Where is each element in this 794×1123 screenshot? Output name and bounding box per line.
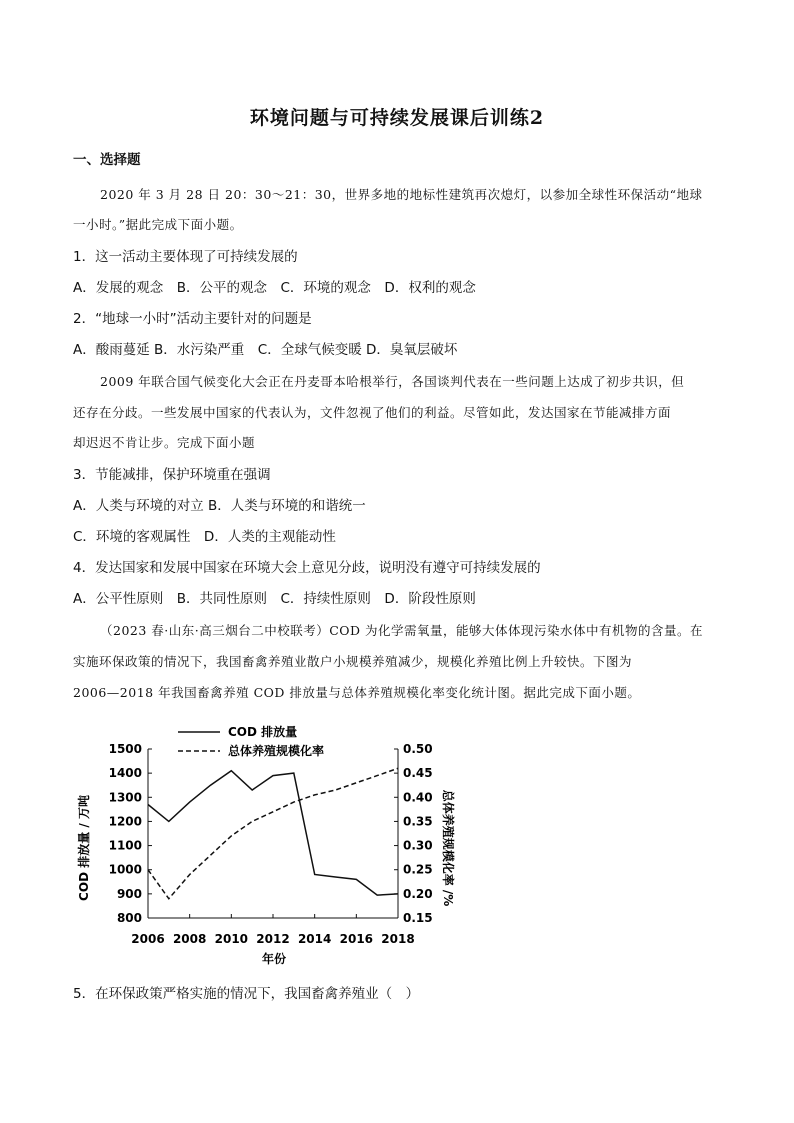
y-left-tick-label: 1200 bbox=[108, 814, 142, 829]
chart-series bbox=[148, 768, 398, 898]
x-tick-label: 2016 bbox=[339, 932, 374, 946]
question-1-options: A．发展的观念 B．公平的观念 C．环境的观念 D．权利的观念 bbox=[73, 280, 476, 296]
chart-legend bbox=[178, 724, 324, 758]
question-4-options: A．公平性原则 B．共同性原则 C．持续性原则 D．阶段性原则 bbox=[73, 591, 476, 607]
y-left-tick-label: 1300 bbox=[108, 790, 142, 805]
passage-line: 2009 年联合国气候变化大会正在丹麦哥本哈根举行，各国谈判代表在一些问题上达成了初步共识，但 bbox=[100, 374, 685, 389]
y-axis-right-label: 总体养殖规模化率 /% bbox=[441, 789, 455, 907]
legend-label: COD 排放量 bbox=[228, 725, 298, 739]
question-5: 5．在环保政策严格实施的情况下，我国畜禽养殖业（ ） bbox=[73, 986, 420, 1002]
y-left-tick-label: 1100 bbox=[108, 838, 142, 853]
y-right-tick-label: 0.35 bbox=[403, 814, 433, 829]
passage-line: 一小时。”据此完成下面小题。 bbox=[73, 217, 243, 232]
document-title: 环境问题与可持续发展课后训练2 bbox=[249, 107, 545, 129]
y-right-tick-label: 0.20 bbox=[403, 886, 433, 901]
y-right-tick-label: 0.15 bbox=[403, 911, 433, 925]
question-3: 3．节能减排，保护环境重在强调 bbox=[73, 467, 271, 483]
question-3-options: C．环境的客观属性 D．人类的主观能动性 bbox=[73, 529, 336, 545]
chart-axes bbox=[148, 749, 398, 918]
y-left-tick-label: 1000 bbox=[108, 862, 142, 877]
question-2: 2．“地球一小时”活动主要针对的问题是 bbox=[73, 311, 312, 327]
passage-line: （2023 春·山东·高三烟台二中校联考）COD 为化学需氧量，能够大体体现污染水体中有机物的含量。在 bbox=[100, 623, 704, 638]
y-right-tick-label: 0.25 bbox=[403, 862, 433, 877]
passage-line: 实施环保政策的情况下，我国畜禽养殖业散户小规模养殖减少，规模化养殖比例上升较快。下图为 bbox=[73, 654, 633, 669]
y-left-tick-label: 1400 bbox=[108, 766, 142, 781]
x-tick-label: 2018 bbox=[381, 932, 415, 946]
passage-line: 还存在分歧。一些发展中国家的代表认为，文件忽视了他们的利益。尽管如此，发达国家在节能减排方面 bbox=[73, 405, 672, 420]
y-right-tick-label: 0.45 bbox=[403, 766, 433, 781]
question-1: 1．这一活动主要体现了可持续发展的 bbox=[73, 249, 298, 265]
question-3-options: A．人类与环境的对立 B．人类与环境的和谐统一 bbox=[73, 498, 366, 514]
x-tick-label: 2010 bbox=[214, 932, 249, 946]
legend-label: 总体养殖规模化率 bbox=[228, 744, 325, 758]
y-left-tick-label: 1500 bbox=[108, 742, 142, 756]
x-tick-label: 2012 bbox=[256, 932, 290, 946]
x-axis-label: 年份 bbox=[261, 952, 287, 966]
question-4: 4．发达国家和发展中国家在环境大会上意见分歧，说明没有遵守可持续发展的 bbox=[73, 560, 541, 576]
scale-rate-line bbox=[148, 768, 398, 898]
y-left-tick-label: 800 bbox=[116, 911, 142, 925]
y-right-tick-label: 0.30 bbox=[403, 838, 433, 853]
y-right-tick-label: 0.50 bbox=[403, 742, 433, 756]
x-tick-label: 2006 bbox=[131, 932, 165, 946]
x-tick-label: 2014 bbox=[297, 932, 332, 946]
passage-line: 2006—2018 年我国畜禽养殖 COD 排放量与总体养殖规模化率变化统计图。据此完成下面小题。 bbox=[73, 685, 641, 700]
x-tick-label: 2008 bbox=[172, 932, 207, 946]
cod-emission-line bbox=[148, 771, 398, 895]
section-heading: 一、选择题 bbox=[73, 152, 141, 168]
cod-chart bbox=[70, 718, 470, 973]
passage-line: 却迟迟不肯让步。完成下面小题 bbox=[73, 435, 256, 450]
y-axis-left-label: COD 排放量 / 万吨 bbox=[77, 795, 91, 901]
y-right-tick-label: 0.40 bbox=[403, 790, 433, 805]
question-2-options: A．酸雨蔓延 B．水污染严重 C．全球气候变暖 D．臭氧层破坏 bbox=[73, 342, 458, 358]
y-left-tick-label: 900 bbox=[116, 886, 142, 901]
passage-line: 2020 年 3 月 28 日 20：30～21：30，世界多地的地标性建筑再次熄灯，以参加全球性环保活动“地球 bbox=[100, 187, 703, 202]
